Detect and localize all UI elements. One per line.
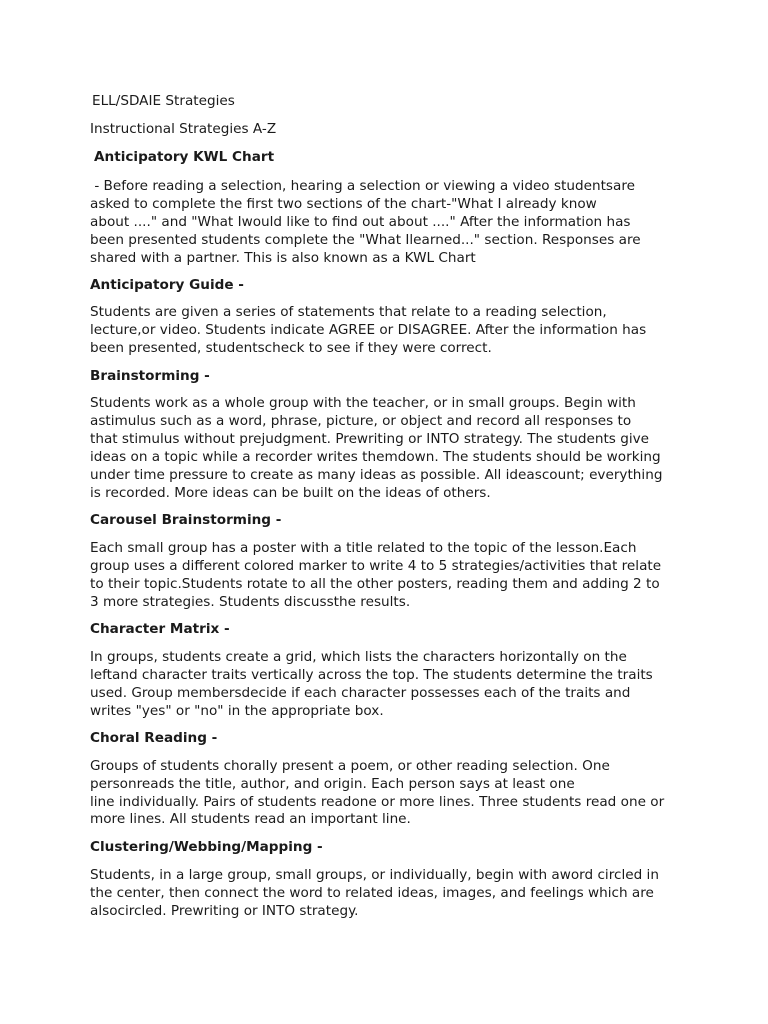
section-title: Anticipatory Guide - bbox=[90, 277, 244, 293]
section-line: astimulus such as a word, phrase, picture, or object and record all responses to bbox=[90, 413, 632, 429]
section-line: that stimulus without prejudgment. Prewriting or INTO strategy. The students give bbox=[90, 431, 650, 447]
section-line: Groups of students chorally present a poem, or other reading selection. One bbox=[90, 758, 610, 774]
section-line: to their topic.Students rotate to all the other posters, reading them and adding 2 to bbox=[90, 576, 660, 592]
section-line: Each small group has a poster with a title related to the topic of the lesson.Each bbox=[90, 540, 637, 556]
section-title: Brainstorming - bbox=[90, 368, 210, 384]
section-line: alsocircled. Prewriting or INTO strategy. bbox=[90, 903, 359, 919]
section-line: Students are given a series of statements that relate to a reading selection, bbox=[90, 304, 607, 320]
section-line: been presented students complete the "What Ilearned..." section. Responses are bbox=[90, 232, 641, 248]
section-line: leftand character traits vertically across the top. The students determine the traits bbox=[90, 667, 653, 683]
section-line: In groups, students create a grid, which lists the characters horizontally on the bbox=[90, 649, 627, 665]
section-title: Anticipatory KWL Chart bbox=[94, 149, 275, 165]
section-line: about ...." and "What Iwould like to find out about ...." After the information has bbox=[90, 214, 631, 230]
section-line: more lines. All students read an important line. bbox=[90, 811, 411, 827]
section-title: Clustering/Webbing/Mapping - bbox=[90, 839, 323, 855]
section-title: Carousel Brainstorming - bbox=[90, 512, 282, 528]
section-line: is recorded. More ideas can be built on the ideas of others. bbox=[90, 485, 491, 501]
section-title: Choral Reading - bbox=[90, 730, 218, 746]
section-line: used. Group membersdecide if each character possesses each of the traits and bbox=[90, 685, 631, 701]
document-header: ELL/SDAIE Strategies bbox=[92, 93, 235, 109]
section-line: group uses a different colored marker to write 4 to 5 strategies/activities that relate bbox=[90, 558, 662, 574]
section-line: 3 more strategies. Students discussthe results. bbox=[90, 594, 411, 610]
document-subtitle: Instructional Strategies A-Z bbox=[90, 121, 277, 137]
section-line: ideas on a topic while a recorder writes themdown. The students should be working bbox=[90, 449, 661, 465]
section-line: lecture,or video. Students indicate AGREE or DISAGREE. After the information has bbox=[90, 322, 647, 338]
section-line: under time pressure to create as many ideas as possible. All ideascount; everything bbox=[90, 467, 663, 483]
section-line: Students, in a large group, small groups, or individually, begin with aword circled in bbox=[90, 867, 659, 883]
section-line: been presented, studentscheck to see if they were correct. bbox=[90, 340, 492, 356]
section-line: shared with a partner. This is also known as a KWL Chart bbox=[90, 250, 476, 266]
section-line: line individually. Pairs of students readone or more lines. Three students read one or bbox=[90, 794, 665, 810]
section-line: writes "yes" or "no" in the appropriate box. bbox=[90, 703, 384, 719]
section-line: asked to complete the first two sections of the chart-"What I already know bbox=[90, 196, 597, 212]
section-line: the center, then connect the word to related ideas, images, and feelings which are bbox=[90, 885, 654, 901]
section-line: personreads the title, author, and origin. Each person says at least one bbox=[90, 776, 575, 792]
section-line: - Before reading a selection, hearing a selection or viewing a video studentsare bbox=[90, 178, 635, 194]
section-line: Students work as a whole group with the teacher, or in small groups. Begin with bbox=[90, 395, 636, 411]
section-title: Character Matrix - bbox=[90, 621, 230, 637]
